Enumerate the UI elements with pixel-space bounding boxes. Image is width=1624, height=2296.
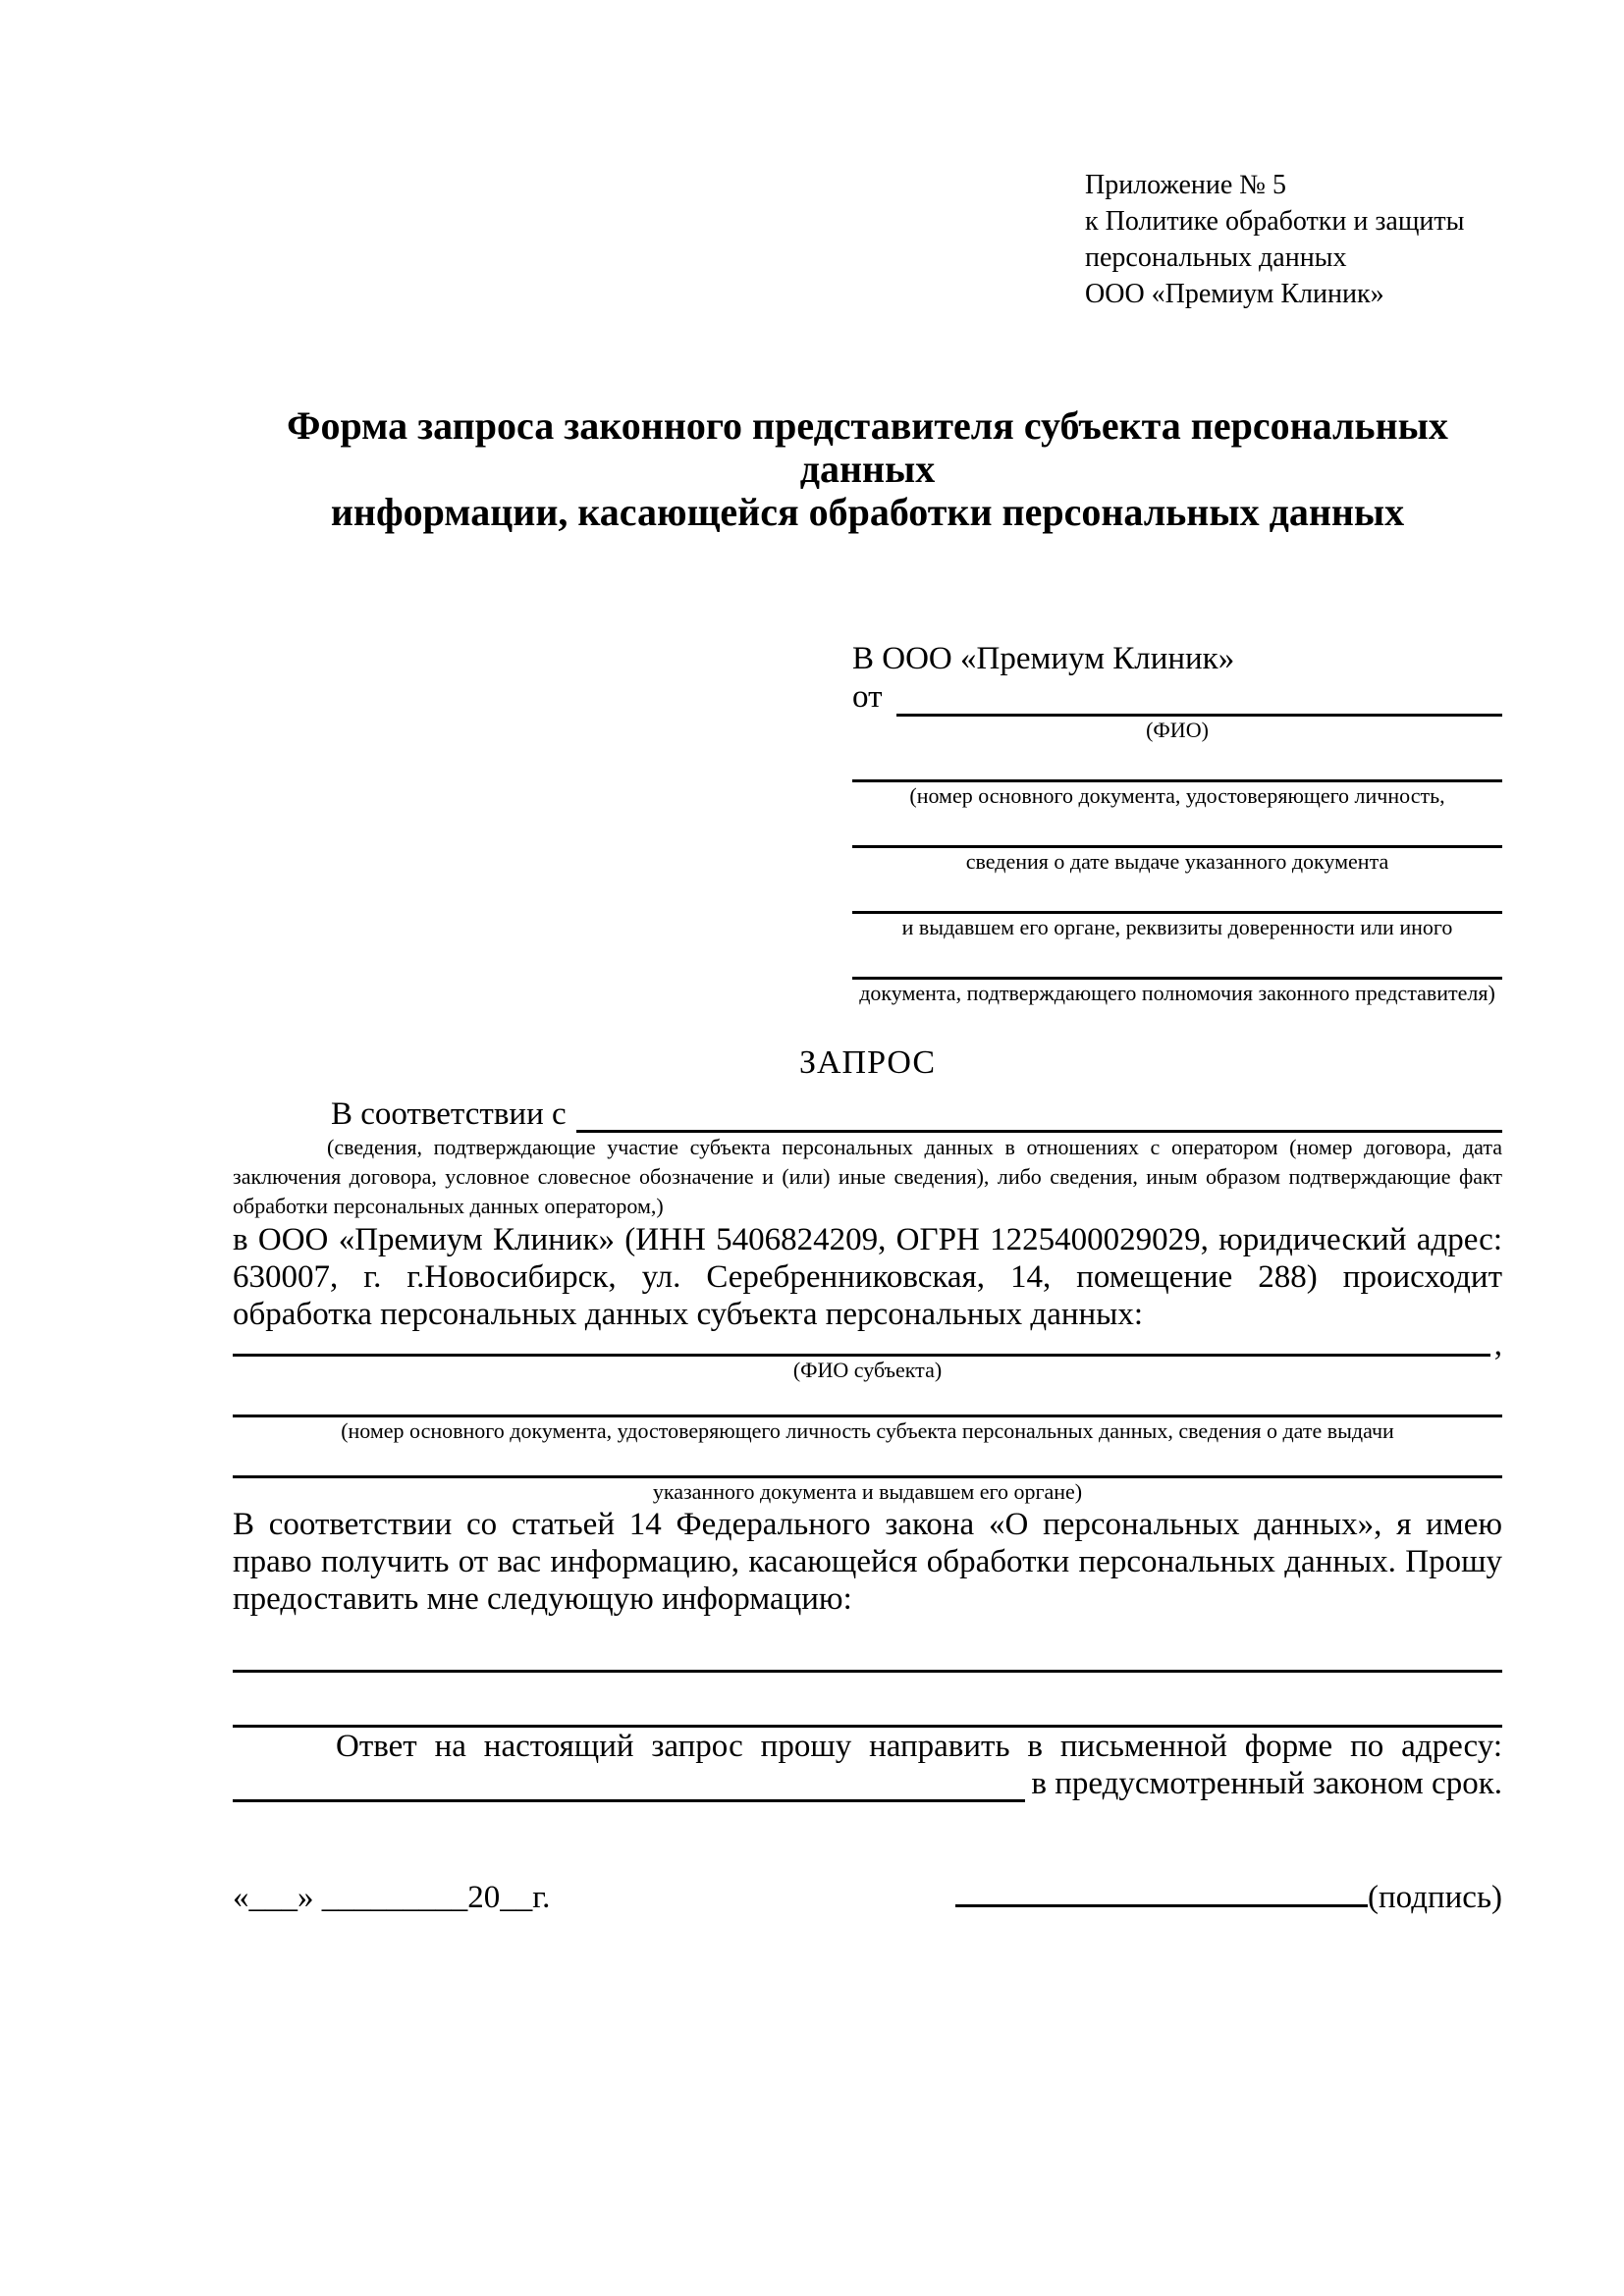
reply-suffix: в предусмотренный законом срок. xyxy=(1031,1766,1502,1801)
signature-caption: (подпись) xyxy=(1368,1880,1502,1915)
appendix-block xyxy=(1085,167,1502,312)
fio-caption: (ФИО) xyxy=(1146,718,1209,742)
blank-line xyxy=(852,744,1502,782)
law-paragraph: В соответствии со статьей 14 Федерального закона «О персональных данных», я имею право получить от вас информацию, касающейся обработки персональных данных. Прошу предоставить мне следующую информацию: xyxy=(233,1507,1502,1617)
footer-row xyxy=(233,1879,1502,1916)
subject-line-suffix: , xyxy=(1493,1327,1502,1362)
document-title xyxy=(233,404,1502,534)
date-line: «___» _________20__г. xyxy=(233,1880,551,1915)
blank-line-caption: и выдавшем его органе, реквизиты доверенности или иного xyxy=(901,915,1453,939)
intro-caption: (сведения, подтверждающие участие субъекта персональных данных в отношениях с оператором (номер договора, дата заключения договора, условное словесное обозначение и (или) иные сведения), либо сведения, иным образом подтверждающие факт обработки персональных данных оператором,) xyxy=(233,1135,1502,1218)
blank-line xyxy=(233,1673,1502,1728)
document-title-line: Форма запроса законного представителя субъекта персональных данных xyxy=(287,403,1448,491)
subject-fio-row xyxy=(233,1327,1502,1362)
intro-row xyxy=(233,1095,1502,1133)
signature-group xyxy=(955,1879,1502,1916)
blank-line xyxy=(233,1618,1502,1673)
addressee-block xyxy=(852,640,1502,1007)
blank-line-caption: документа, подтверждающего полномочия законного представителя) xyxy=(859,981,1495,1005)
addressee-to: В ООО «Премиум Клиник» xyxy=(852,641,1235,676)
reply-address-blank-line xyxy=(233,1798,1025,1802)
intro-label: В соответствии с xyxy=(331,1096,567,1132)
subject-doc-caption: указанного документа и выдавшем его органе) xyxy=(652,1479,1083,1504)
reply-address-row xyxy=(233,1765,1502,1802)
document-title-line: информации, касающейся обработки персональных данных xyxy=(330,490,1405,534)
reply-paragraph: Ответ на настоящий запрос прошу направить в письменной форме по адресу: xyxy=(336,1729,1502,1764)
blank-line xyxy=(852,876,1502,914)
appendix-line: к Политике обработки и защиты xyxy=(1085,206,1465,237)
signature-blank-line xyxy=(955,1903,1368,1907)
blank-line-caption: (номер основного документа, удостоверяющего личность, xyxy=(909,783,1445,808)
request-heading: ЗАПРОС xyxy=(798,1044,937,1081)
blank-line xyxy=(852,941,1502,980)
subject-fio-caption: (ФИО субъекта) xyxy=(792,1358,943,1382)
appendix-line: ООО «Премиум Клиник» xyxy=(1085,279,1384,309)
appendix-line: Приложение № 5 xyxy=(1085,170,1286,200)
subject-doc-caption: (номер основного документа, удостоверяющего личность субъекта персональных данных, сведения о дате выдачи xyxy=(341,1418,1394,1443)
appendix-line: персональных данных xyxy=(1085,242,1347,273)
from-label: от xyxy=(852,679,883,715)
blank-line xyxy=(852,810,1502,848)
blank-line xyxy=(233,1384,1502,1417)
addressee-from-row xyxy=(852,678,1502,717)
blank-line-caption: сведения о дате выдаче указанного документа xyxy=(965,849,1389,874)
blank-line xyxy=(233,1445,1502,1478)
operator-paragraph: в ООО «Премиум Клиник» (ИНН 5406824209, ОГРН 1225400029029, юридический адрес: 630007, г. г.Новосибирск, ул. Серебренниковская, 14, помещение 288) происходит обработка персональных данных субъекта персональных данных: xyxy=(233,1222,1502,1332)
